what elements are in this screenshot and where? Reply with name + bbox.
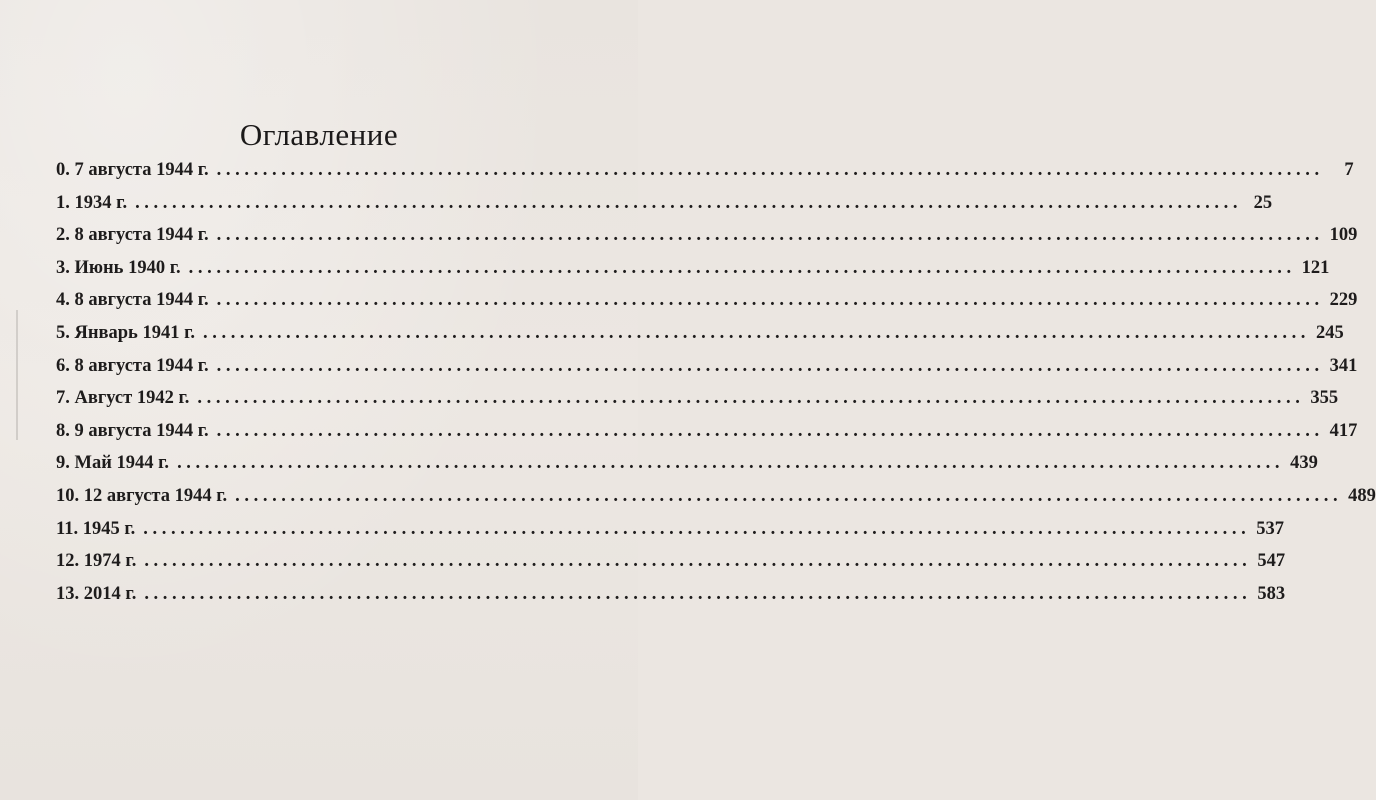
- toc-leader-dots: ........................................................................................................................: [188, 257, 1296, 278]
- toc-leader-dots: ........................................................................................................................: [216, 290, 1324, 311]
- toc-entry-label: 13. 2014 г.: [56, 583, 137, 604]
- toc-leader-dots: ........................................................................................................................: [144, 583, 1252, 604]
- toc-leader-dots: ........................................................................................................................: [203, 322, 1311, 343]
- toc-entry-page: 355: [1310, 388, 1339, 409]
- toc-entry: [56, 518, 1285, 552]
- page-title: Оглавление: [239, 116, 399, 152]
- toc-entry-page: 229: [1329, 290, 1358, 311]
- toc-entry-label: 9. Май 1944 г.: [56, 453, 170, 474]
- toc-entry-page: 109: [1329, 225, 1358, 246]
- toc-leader-dots: ........................................................................................................................: [177, 453, 1285, 474]
- toc-entry-page: 121: [1301, 257, 1330, 278]
- toc-leader-dots: ........................................................................................................................: [235, 485, 1343, 506]
- toc-entry: [56, 388, 1339, 421]
- toc-leader-dots: ........................................................................................................................: [216, 420, 1324, 441]
- table-of-contents: [56, 160, 1376, 616]
- toc-entry: [56, 485, 1376, 519]
- toc-entry: [56, 257, 1330, 291]
- toc-entry-label: 2. 8 августа 1944 г.: [56, 225, 209, 246]
- toc-entry-label: 1. 1934 г.: [56, 192, 128, 213]
- toc-entry: [56, 551, 1286, 584]
- toc-entry-page: 583: [1257, 583, 1286, 604]
- toc-leader-dots: ........................................................................................................................: [135, 192, 1243, 213]
- toc-entry-label: 6. 8 августа 1944 г.: [56, 355, 209, 376]
- toc-entry-page: 537: [1256, 518, 1285, 539]
- toc-entry: [56, 322, 1344, 356]
- toc-entry: [56, 225, 1358, 258]
- toc-entry-page: 417: [1329, 420, 1358, 441]
- toc-entry-page: 547: [1257, 551, 1286, 572]
- toc-entry: [56, 192, 1273, 226]
- toc-entry-page: 341: [1329, 355, 1358, 376]
- toc-entry-page: 439: [1290, 453, 1318, 474]
- toc-entry-label: 10. 12 августа 1944 г.: [56, 485, 228, 506]
- toc-entry-label: 5. Январь 1941 г.: [56, 322, 196, 343]
- toc-entry-label: 4. 8 августа 1944 г.: [56, 290, 209, 311]
- toc-leader-dots: ........................................................................................................................: [216, 160, 1324, 180]
- toc-entry: [56, 420, 1358, 454]
- toc-leader-dots: ........................................................................................................................: [143, 518, 1251, 539]
- toc-entry: [56, 583, 1286, 617]
- toc-entry-label: 12. 1974 г.: [56, 551, 137, 572]
- toc-entry-page: 489: [1348, 485, 1376, 506]
- toc-leader-dots: ........................................................................................................................: [197, 388, 1305, 409]
- toc-leader-dots: ........................................................................................................................: [216, 355, 1324, 376]
- toc-entry-label: 7. Август 1942 г.: [56, 388, 190, 409]
- toc-entry-page: 7: [1344, 160, 1354, 180]
- toc-entry-label: 8. 9 августа 1944 г.: [56, 420, 209, 441]
- toc-entry: [56, 355, 1358, 389]
- toc-entry-page: 25: [1253, 192, 1273, 213]
- toc-entry-label: 0. 7 августа 1944 г.: [56, 160, 209, 180]
- toc-entry-page: 245: [1316, 322, 1344, 343]
- toc-entry: [56, 453, 1318, 486]
- toc-entry: [56, 290, 1358, 323]
- toc-leader-dots: ........................................................................................................................: [216, 225, 1324, 246]
- page-edge-mark: [16, 310, 18, 440]
- toc-leader-dots: ........................................................................................................................: [144, 551, 1252, 572]
- toc-entry-label: 3. Июнь 1940 г.: [56, 257, 181, 278]
- toc-entry: [56, 160, 1354, 193]
- toc-entry-label: 11. 1945 г.: [56, 518, 136, 539]
